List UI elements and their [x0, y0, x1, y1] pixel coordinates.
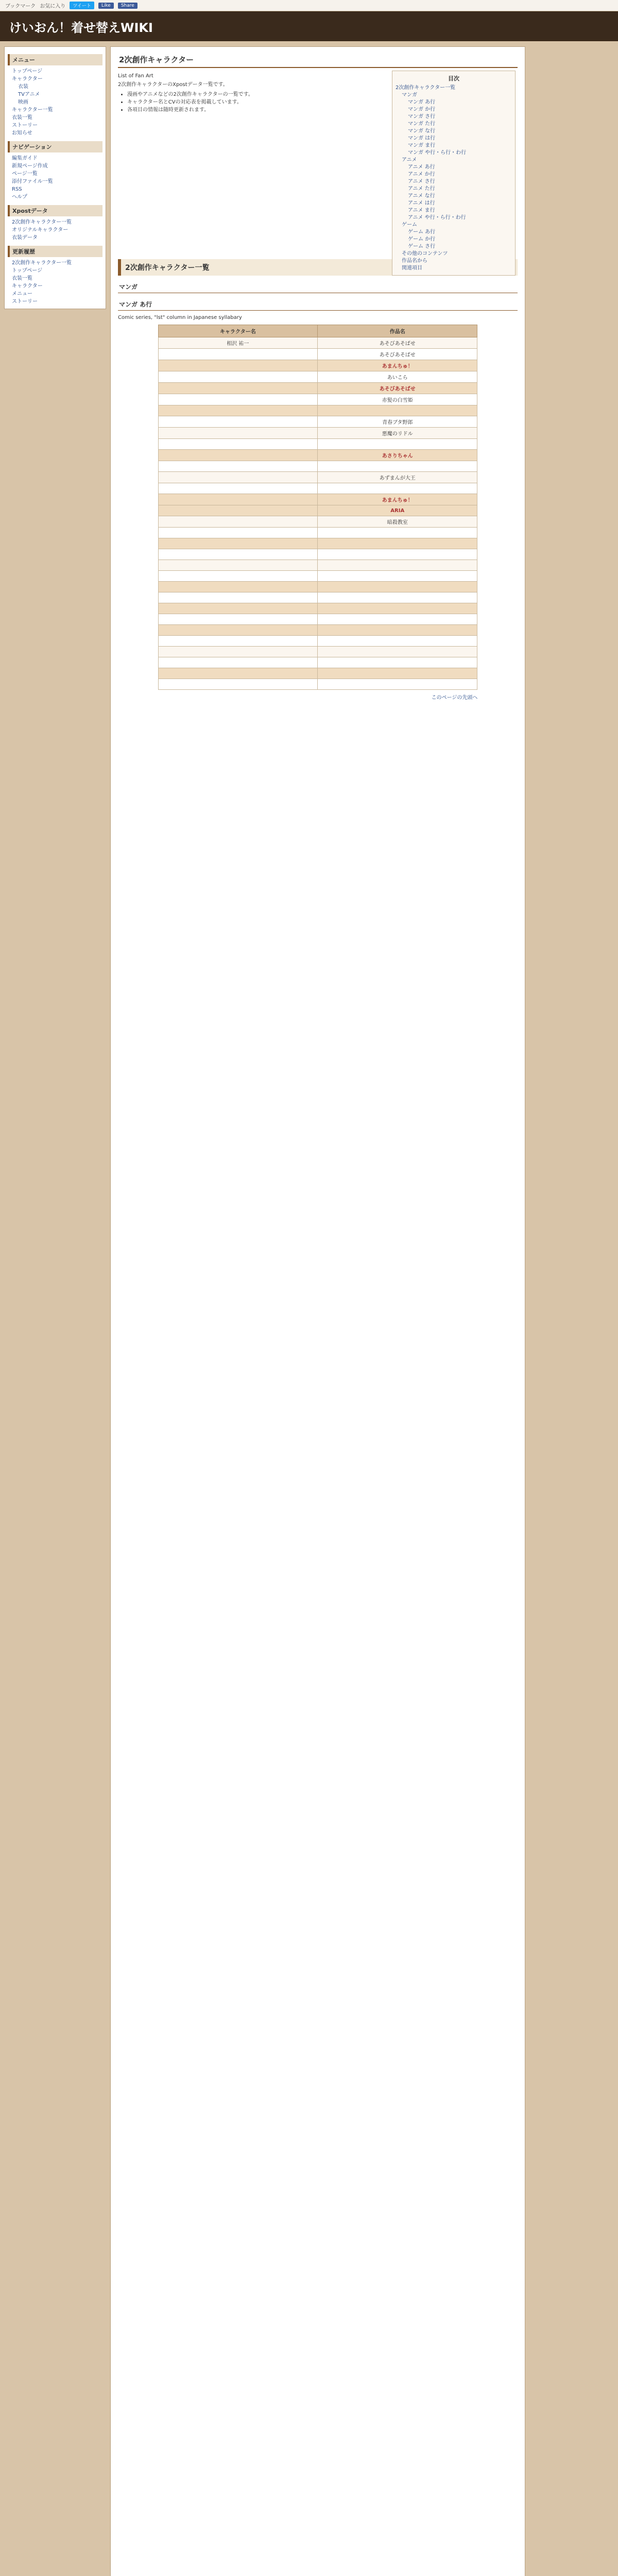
character-cell[interactable] [158, 483, 318, 494]
table-row [158, 679, 477, 690]
work-cell[interactable] [318, 603, 477, 614]
character-cell[interactable] [158, 679, 318, 690]
sidebar-item[interactable]: キャラクター [12, 283, 43, 289]
table-row [158, 371, 477, 383]
table-row [158, 657, 477, 668]
character-cell[interactable] [158, 560, 318, 571]
work-cell[interactable]: あまんちゅ！ [318, 494, 477, 505]
character-cell[interactable] [158, 538, 318, 549]
table-row [158, 636, 477, 647]
character-cell[interactable] [158, 505, 318, 516]
toc-item[interactable]: マンガ か行 [408, 107, 436, 112]
work-cell[interactable] [318, 614, 477, 625]
sidebar-item[interactable]: ストーリー [12, 299, 38, 304]
table-row [158, 528, 477, 538]
toc-item[interactable]: マンガ あ行 [408, 99, 436, 105]
category-heading: マンガ [118, 281, 518, 293]
toc-item[interactable]: 2次創作キャラクター一覧 [396, 85, 456, 91]
sidebar-item[interactable]: オリジナルキャラクター [12, 227, 68, 233]
table-row [158, 349, 477, 360]
character-cell[interactable] [158, 450, 318, 461]
character-cell[interactable] [158, 349, 318, 360]
sidebar-item[interactable]: 2次創作キャラクター一覧 [12, 219, 72, 225]
character-cell[interactable] [158, 383, 318, 394]
table-row [158, 516, 477, 528]
work-cell[interactable] [318, 625, 477, 636]
table-row [158, 394, 477, 405]
work-cell[interactable] [318, 571, 477, 582]
work-cell[interactable] [318, 439, 477, 450]
work-cell[interactable]: 赤髪の白雪姫 [318, 394, 477, 405]
character-cell[interactable] [158, 461, 318, 472]
work-cell[interactable] [318, 549, 477, 560]
character-cell[interactable] [158, 494, 318, 505]
table-header-row [158, 325, 477, 337]
sidebar-list [8, 155, 102, 201]
work-cell[interactable]: あそびあそばせ [318, 383, 477, 394]
character-cell[interactable] [158, 571, 318, 582]
table-row [158, 592, 477, 603]
sidebar-section-title: Xpostデータ [8, 205, 102, 216]
table-row [158, 450, 477, 461]
character-cell[interactable] [158, 371, 318, 383]
work-cell[interactable] [318, 560, 477, 571]
sidebar-item[interactable]: ヘルプ [12, 194, 27, 200]
table-row [158, 560, 477, 571]
site-title[interactable]: けいおん！着せ替えWIKI [9, 20, 153, 35]
sidebar-item[interactable]: お知らせ [12, 130, 32, 136]
sidebar-item[interactable]: 衣装一覧 [12, 115, 32, 121]
toc-item[interactable]: アニメ た行 [408, 186, 435, 192]
work-cell[interactable] [318, 405, 477, 416]
toc-item[interactable]: マンガ は行 [408, 135, 436, 141]
tweet-button[interactable]: ツイート [70, 2, 94, 9]
table-row [158, 337, 477, 349]
character-cell[interactable] [158, 405, 318, 416]
character-cell[interactable] [158, 394, 318, 405]
table-row [158, 383, 477, 394]
table-row [158, 505, 477, 516]
toc-item[interactable]: マンガ や行・ら行・わ行 [408, 150, 467, 156]
character-cell[interactable] [158, 472, 318, 483]
table-row [158, 405, 477, 416]
character-cell[interactable] [158, 603, 318, 614]
intro-bullet: • 漫画やアニメなどの2次創作キャラクターの一覧です。 [127, 91, 518, 98]
toc-item[interactable]: マンガ な行 [408, 128, 436, 134]
table-row [158, 483, 477, 494]
character-cell[interactable] [158, 528, 318, 538]
work-cell[interactable]: あいこら [318, 371, 477, 383]
cv-table [158, 325, 478, 690]
work-cell[interactable]: 暗殺教室 [318, 516, 477, 528]
table-row [158, 538, 477, 549]
sidebar-section-title: メニュー [8, 54, 102, 65]
table-row [158, 360, 477, 371]
toc-item[interactable]: マンガ た行 [408, 121, 436, 127]
toc-item[interactable]: 関連項目 [402, 265, 422, 271]
character-cell[interactable] [158, 439, 318, 450]
work-cell[interactable]: あさりちゃん [318, 450, 477, 461]
character-cell[interactable] [158, 428, 318, 439]
toc-item[interactable]: アニメ や行・ら行・わ行 [408, 215, 466, 221]
toc-item[interactable]: ゲーム [402, 222, 417, 228]
toc-item[interactable]: ゲーム さ行 [408, 244, 436, 249]
toc-list [396, 84, 512, 272]
sidebar-item[interactable]: ストーリー [12, 123, 38, 128]
table-row [158, 668, 477, 679]
table-row [158, 603, 477, 614]
sidebar-list [8, 259, 102, 306]
work-cell[interactable]: あそびあそばせ [318, 349, 477, 360]
work-cell[interactable] [318, 668, 477, 679]
topbar [0, 0, 618, 11]
toc-title: 目次 [448, 75, 459, 82]
sidebar-list [8, 67, 102, 137]
site-header [0, 11, 618, 41]
toc-item[interactable]: アニメ は行 [408, 200, 435, 206]
toc-item[interactable]: その他のコンテンツ [402, 251, 448, 257]
work-cell[interactable]: あずまんが大王 [318, 472, 477, 483]
sidebar-item[interactable]: 添付ファイル一覧 [12, 179, 53, 184]
character-cell[interactable] [158, 592, 318, 603]
work-cell[interactable] [318, 582, 477, 592]
sidebar [4, 46, 106, 309]
section-heading: マンガ あ行 [118, 298, 518, 311]
work-cell[interactable]: 悪魔のリドル [318, 428, 477, 439]
character-cell[interactable] [158, 668, 318, 679]
col-work-header: 作品名 [318, 325, 477, 337]
table-row [158, 582, 477, 592]
sections [118, 298, 518, 701]
work-cell[interactable] [318, 483, 477, 494]
work-cell[interactable] [318, 636, 477, 647]
section-note: Comic series, "lst" column in Japanese syllabary [118, 315, 242, 320]
sidebar-item[interactable]: キャラクター一覧 [12, 107, 53, 113]
character-cell[interactable] [158, 549, 318, 560]
toc-item[interactable]: アニメ [402, 157, 417, 163]
table-row [158, 614, 477, 625]
character-cell[interactable] [158, 516, 318, 528]
list-heading: 2次創作キャラクター一覧 [118, 259, 518, 276]
intro-line: List of Fan Art [118, 73, 153, 79]
topbar-bookmark[interactable]: ブックマーク [5, 4, 36, 9]
sidebar-item[interactable]: 新規ページ作成 [12, 163, 48, 169]
work-cell[interactable]: 青春ブタ野郎 [318, 416, 477, 428]
work-cell[interactable] [318, 647, 477, 657]
table-row [158, 549, 477, 560]
toc-item[interactable]: マンガ [402, 92, 417, 98]
character-cell[interactable] [158, 625, 318, 636]
character-cell[interactable] [158, 416, 318, 428]
character-cell[interactable] [158, 360, 318, 371]
toc-item[interactable]: 作品名から [402, 258, 427, 264]
toc-item[interactable]: マンガ さ行 [408, 114, 436, 120]
intro-bullet: • 各項目の情報は随時更新されます。 [127, 106, 518, 114]
sidebar-item[interactable]: 編集ガイド [12, 156, 38, 161]
work-cell[interactable] [318, 592, 477, 603]
sidebar-item[interactable]: TVアニメ [18, 92, 40, 97]
toc-item[interactable]: マンガ ま行 [408, 143, 436, 148]
toc-item[interactable]: アニメ か行 [408, 172, 435, 177]
sidebar-list [8, 218, 102, 242]
table-row [158, 625, 477, 636]
sidebar-item[interactable]: 衣装一覧 [12, 276, 32, 281]
sidebar-item[interactable]: 映画 [18, 99, 28, 105]
table-row [158, 439, 477, 450]
intro-line: 2次創作キャラクターのXpostデータ一覧です。 [118, 82, 228, 88]
character-cell[interactable] [158, 647, 318, 657]
toc-item[interactable]: アニメ な行 [408, 193, 435, 199]
sidebar-item[interactable]: 2次創作キャラクター一覧 [12, 260, 72, 266]
work-cell[interactable] [318, 538, 477, 549]
toc-item[interactable]: ゲーム か行 [408, 236, 436, 242]
share-button[interactable]: Share [118, 3, 138, 9]
sidebar-item[interactable]: メニュー [12, 291, 32, 297]
work-cell[interactable] [318, 528, 477, 538]
toc-item[interactable]: アニメ あ行 [408, 164, 435, 170]
sidebar-item[interactable]: トップページ [12, 69, 43, 74]
character-cell[interactable] [158, 614, 318, 625]
table-row [158, 494, 477, 505]
sidebar-item[interactable]: ページ一覧 [12, 171, 38, 177]
col-character-header: キャラクター名 [158, 325, 318, 337]
character-cell[interactable] [158, 582, 318, 592]
table-of-contents [392, 71, 516, 276]
sidebar-section-title: 更新履歴 [8, 246, 102, 257]
sidebar-item[interactable]: 衣装 [18, 84, 28, 90]
character-cell[interactable]: 相沢 祐一 [158, 337, 318, 349]
sidebar-item[interactable]: RSS [12, 187, 22, 192]
character-cell[interactable] [158, 657, 318, 668]
sidebar-section-title: ナビゲーション [8, 141, 102, 152]
toc-item[interactable]: ゲーム あ行 [408, 229, 436, 235]
work-cell[interactable] [318, 461, 477, 472]
back-to-top-link[interactable]: このページの先頭へ [431, 695, 478, 701]
table-row [158, 461, 477, 472]
intro-bullet: • キャラクター名とCVの対応表を掲載しています。 [127, 98, 518, 106]
like-button[interactable]: Like [98, 3, 114, 9]
work-cell[interactable]: あそびあそばせ [318, 337, 477, 349]
table-row [158, 472, 477, 483]
work-cell[interactable] [318, 657, 477, 668]
main-content [110, 46, 525, 2576]
table-row [158, 647, 477, 657]
toc-item[interactable]: アニメ さ行 [408, 179, 435, 184]
table-row [158, 428, 477, 439]
sidebar-item[interactable]: トップページ [12, 268, 43, 274]
character-cell[interactable] [158, 636, 318, 647]
toc-item[interactable]: アニメ ま行 [408, 208, 435, 213]
work-cell[interactable]: ARIA [318, 505, 477, 516]
page-title: 2次創作キャラクター [118, 52, 518, 68]
topbar-favorite[interactable]: お気に入り [40, 4, 66, 9]
sidebar-item[interactable]: 衣装データ [12, 235, 38, 241]
work-cell[interactable] [318, 679, 477, 690]
table-row [158, 416, 477, 428]
table-row [158, 571, 477, 582]
sidebar-item[interactable]: キャラクター [12, 76, 43, 82]
work-cell[interactable]: あまんちゅ！ [318, 360, 477, 371]
